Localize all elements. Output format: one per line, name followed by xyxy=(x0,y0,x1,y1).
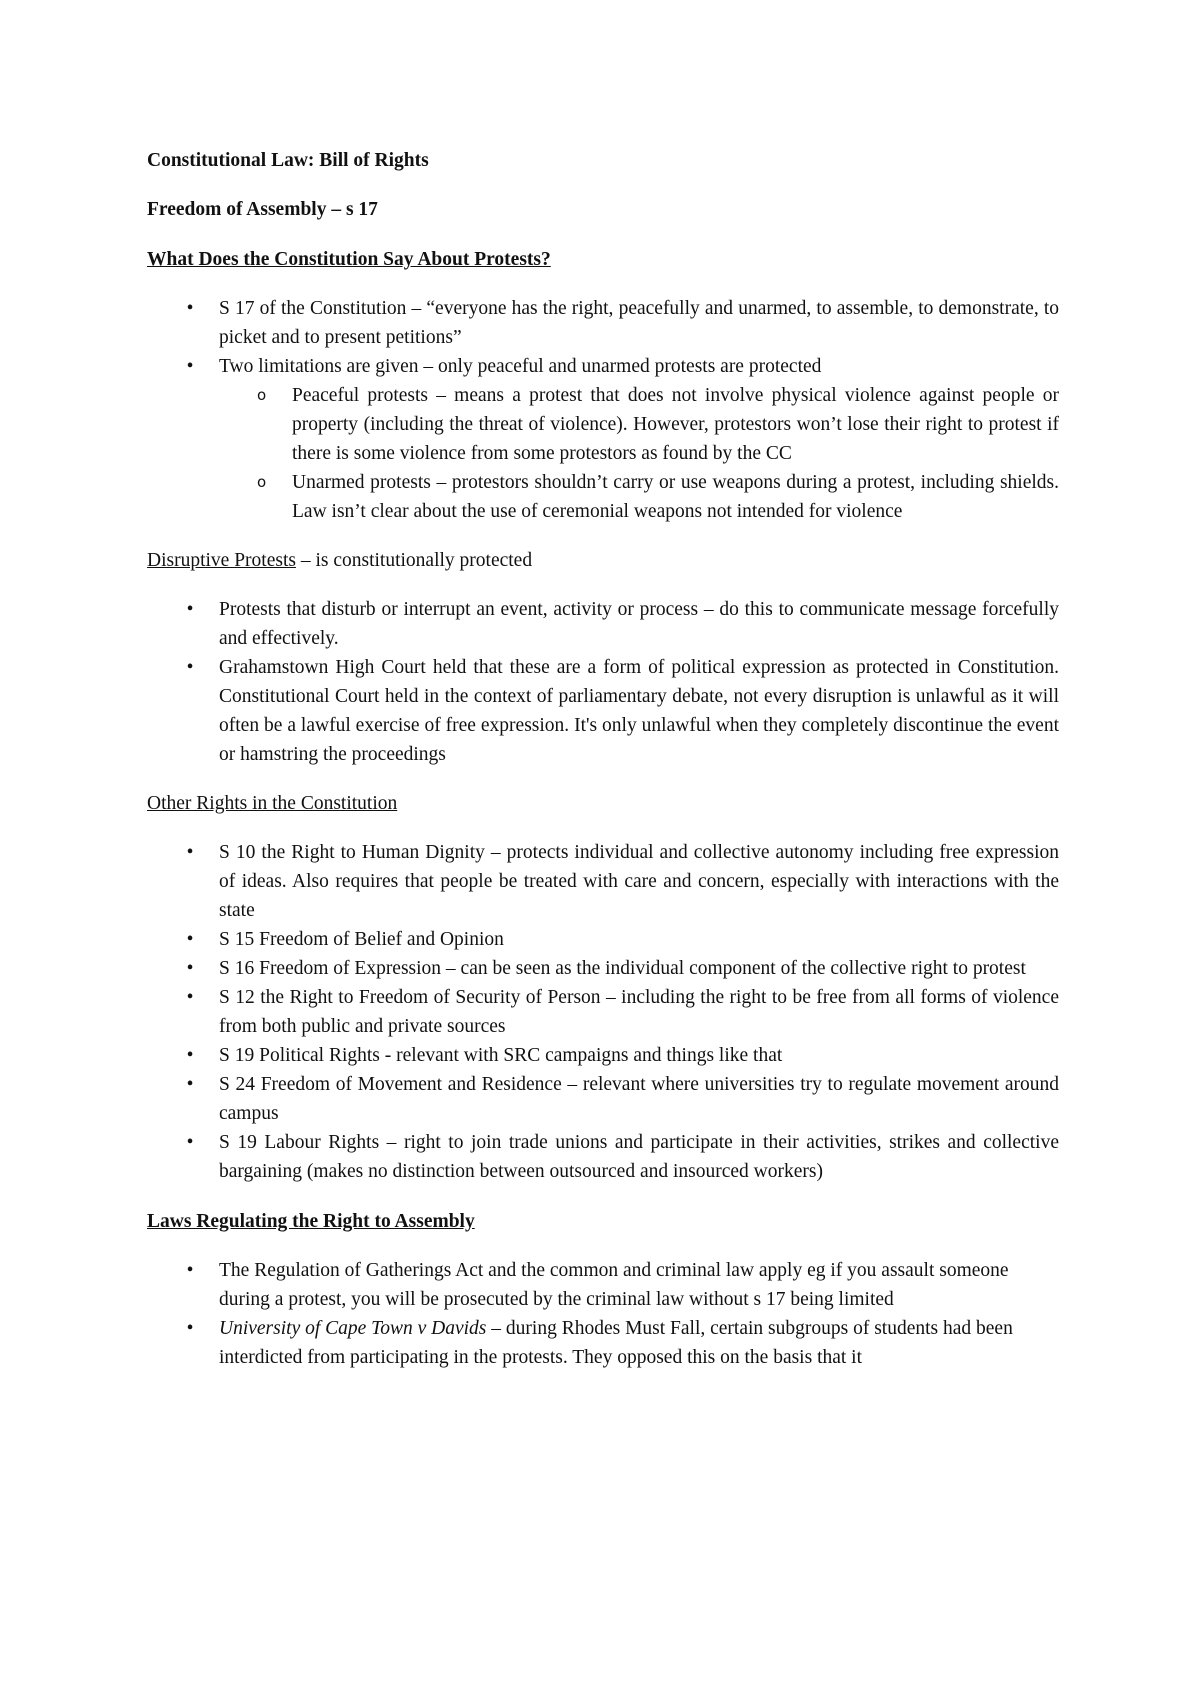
bullet-icon: • xyxy=(186,929,194,950)
section-heading-other-rights: Other Rights in the Constitution xyxy=(147,793,398,814)
list-item xyxy=(147,925,1059,954)
list-item xyxy=(147,1070,1059,1128)
list-item xyxy=(147,1128,1059,1186)
list-item xyxy=(147,983,1059,1041)
list-item-text: S 12 the Right to Freedom of Security of Person – including the right to be free from all forms of violence from both public and private sources xyxy=(219,987,1059,1037)
list-item xyxy=(147,653,1059,769)
list-item-text: Protests that disturb or interrupt an event, activity or process – do this to communicate message forcefully and effectively. xyxy=(219,599,1059,649)
list-item-text: S 19 Labour Rights – right to join trade unions and participate in their activities, strikes and collective bargaining (makes no distinction between outsourced and insourced workers) xyxy=(219,1132,1059,1182)
document-page xyxy=(147,146,1059,1372)
bullet-icon: • xyxy=(186,1074,194,1095)
bullet-icon: • xyxy=(186,298,194,319)
section-heading-constitution-protests: What Does the Constitution Say About Protests? xyxy=(147,249,551,270)
section-heading-underlined: Disruptive Protests xyxy=(147,550,296,571)
bullet-icon: • xyxy=(186,842,194,863)
section1-bullet-list xyxy=(147,294,1059,526)
list-item-text: S 16 Freedom of Expression – can be seen as the individual component of the collective right to protest xyxy=(219,958,1026,979)
bullet-icon: • xyxy=(186,657,194,678)
bullet-icon: • xyxy=(186,987,194,1008)
list-item-text: S 17 of the Constitution – “everyone has the right, peacefully and unarmed, to assemble, to demonstrate, to picket and to present petitions” xyxy=(219,298,1059,348)
bullet-icon: • xyxy=(186,1260,194,1281)
list-item xyxy=(147,838,1059,925)
section-heading-rest: – is constitutionally protected xyxy=(295,550,533,571)
bullet-icon: • xyxy=(186,1318,194,1339)
list-item-text: Grahamstown High Court held that these are a form of political expression as protected in Constitution. Constitutional Court held in the context of parliamentary debate, not every disruption is unlawful as it will often be a lawful exercise of free expression. It's only unlawful when they completely discontinue the event or hamstring the proceedings xyxy=(219,657,1059,765)
sub-list-item-text: Unarmed protests – protestors shouldn’t carry or use weapons during a protest, including shields. Law isn’t clear about the use of ceremonial weapons not intended for violence xyxy=(292,472,1059,522)
sub-list-item xyxy=(219,468,1059,526)
sub-bullet-icon: o xyxy=(257,386,267,404)
list-item xyxy=(147,294,1059,352)
list-item-text: S 10 the Right to Human Dignity – protects individual and collective autonomy including free expression of ideas. Also requires that people be treated with care and concern, especially with interactions with the state xyxy=(219,842,1059,921)
section4-bullet-list xyxy=(147,1256,1059,1372)
list-item-text: The Regulation of Gatherings Act and the common and criminal law apply eg if you assault someone during a protest, you will be prosecuted by the criminal law without s 17 being limited xyxy=(219,1260,1009,1310)
list-item xyxy=(147,595,1059,653)
list-item-text: – during Rhodes Must Fall, certain subgroups of students had been interdicted from participating in the protests. They opposed this on the basis that it xyxy=(219,1318,1013,1368)
list-item-text: Two limitations are given – only peaceful and unarmed protests are protected xyxy=(219,356,822,377)
list-item-text: S 24 Freedom of Movement and Residence – relevant where universities try to regulate movement around campus xyxy=(219,1074,1059,1124)
document-subtitle: Freedom of Assembly – s 17 xyxy=(147,199,378,220)
section2-bullet-list xyxy=(147,595,1059,769)
bullet-icon: • xyxy=(186,1045,194,1066)
sub-bullet-list xyxy=(219,381,1059,526)
bullet-icon: • xyxy=(186,356,194,377)
list-item xyxy=(147,1256,1059,1314)
list-item xyxy=(147,1041,1059,1070)
sub-bullet-icon: o xyxy=(257,473,267,491)
list-item-text: S 19 Political Rights - relevant with SRC campaigns and things like that xyxy=(219,1045,783,1066)
section3-bullet-list xyxy=(147,838,1059,1186)
list-item xyxy=(147,352,1059,526)
bullet-icon: • xyxy=(186,958,194,979)
section-heading-laws-regulating: Laws Regulating the Right to Assembly xyxy=(147,1211,475,1232)
section-heading-disruptive-protests xyxy=(147,546,1059,575)
list-item xyxy=(147,1314,1059,1372)
document-title: Constitutional Law: Bill of Rights xyxy=(147,150,429,171)
list-item xyxy=(147,954,1059,983)
list-item-text: S 15 Freedom of Belief and Opinion xyxy=(219,929,504,950)
sub-list-item-text: Peaceful protests – means a protest that does not involve physical violence against people or property (including the threat of violence). However, protestors won’t lose their right to protest if there is some violence from some protestors as found by the CC xyxy=(292,385,1059,464)
bullet-icon: • xyxy=(186,1132,194,1153)
case-name: University of Cape Town v Davids xyxy=(219,1318,487,1339)
bullet-icon: • xyxy=(186,599,194,620)
sub-list-item xyxy=(219,381,1059,468)
